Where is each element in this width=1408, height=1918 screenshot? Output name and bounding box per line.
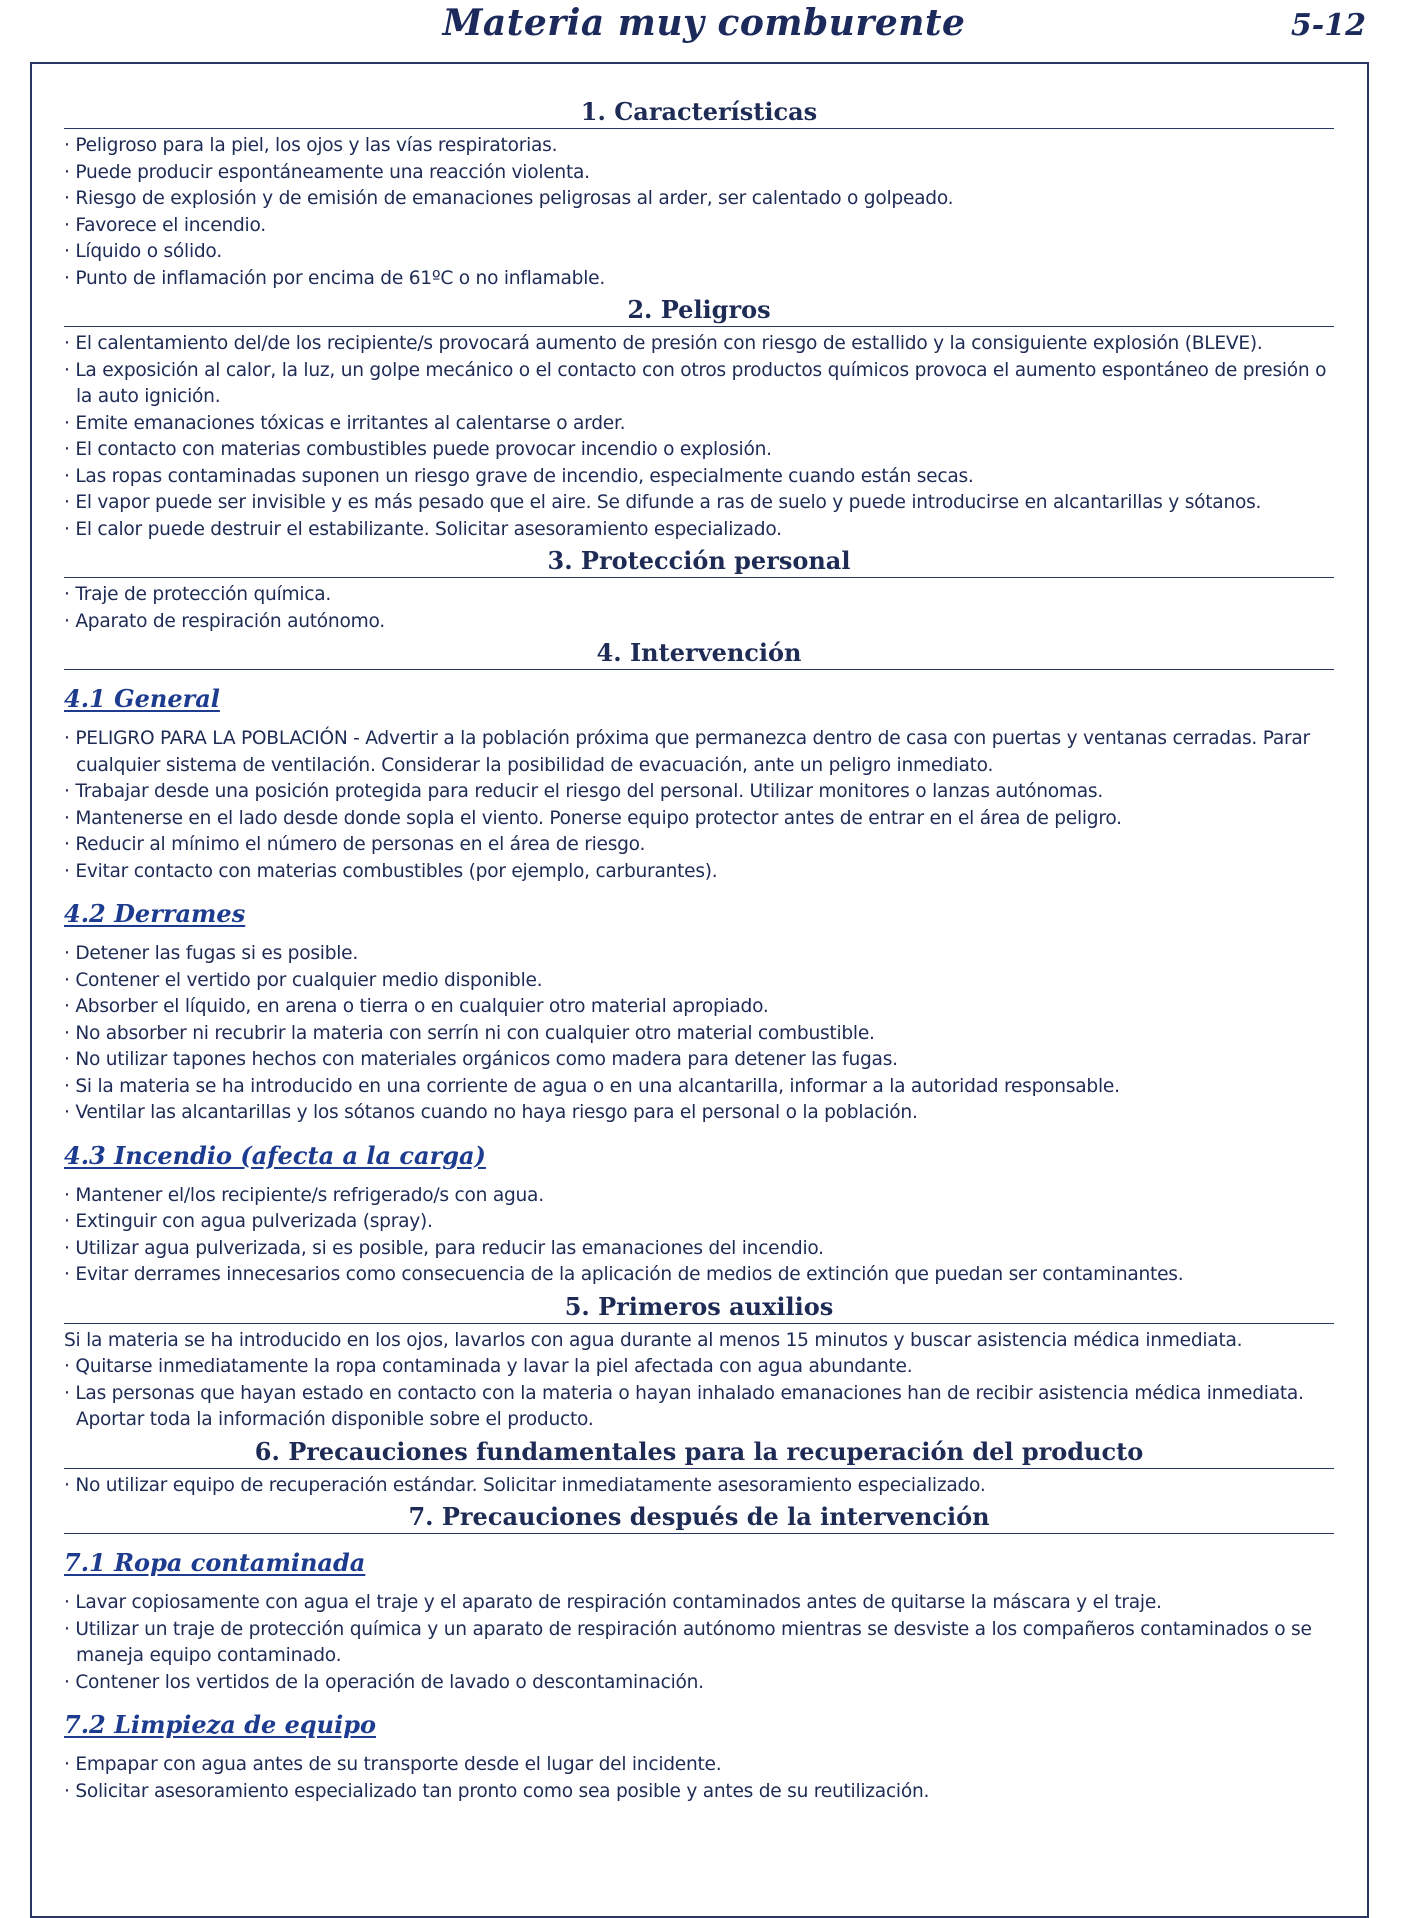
section-intro: Si la materia se ha introducido en los ojos, lavarlos con agua durante al menos 15 minutos y buscar asistencia médica inmediata.: [64, 1329, 1243, 1351]
list-item: · Contener el vertido por cualquier medio disponible.: [64, 968, 1334, 995]
list-item: · Reducir al mínimo el número de personas en el área de riesgo.: [64, 832, 1334, 859]
list-item: · Empapar con agua antes de su transporte desde el lugar del incidente.: [64, 1752, 1334, 1779]
list-item: · Puede producir espontáneamente una reacción violenta.: [64, 160, 1334, 187]
list-item: · El vapor puede ser invisible y es más pesado que el aire. Se difunde a ras de suelo y puede introducirse en alcantarillas y sótanos.: [64, 490, 1334, 517]
list-item: · Riesgo de explosión y de emisión de emanaciones peligrosas al arder, ser calentado o golpeado.: [64, 186, 1334, 213]
list-item: · Las personas que hayan estado en contacto con la materia o hayan inhalado emanaciones han de recibir asistencia médica inmediata. Aportar toda la información disponible sobre el producto.: [64, 1381, 1334, 1434]
item-list: [64, 582, 1334, 635]
section-heading: 3. Protección personal: [64, 545, 1334, 578]
section-precauciones-recuperacion: [64, 1436, 1334, 1500]
list-item: · Mantenerse en el lado desde donde sopla el viento. Ponerse equipo protector antes de entrar en el área de peligro.: [64, 806, 1334, 833]
subsection-incendio: [64, 1141, 1334, 1289]
section-peligros: [64, 294, 1334, 543]
list-item: · Utilizar un traje de protección química y un aparato de respiración autónomo mientras se desviste a los compañeros contaminados o se maneja equipo contaminado.: [64, 1617, 1334, 1670]
list-item: · La exposición al calor, la luz, un golpe mecánico o el contacto con otros productos químicos provoca el aumento espontáneo de presión o la auto ignición.: [64, 358, 1334, 411]
section-precauciones-despues: [64, 1501, 1334, 1805]
item-list: [64, 941, 1334, 1127]
list-item: · El calor puede destruir el estabilizante. Solicitar asesoramiento especializado.: [64, 517, 1334, 544]
list-item: · Emite emanaciones tóxicas e irritantes al calentarse o arder.: [64, 411, 1334, 438]
subsection-heading: 4.3 Incendio (afecta a la carga): [64, 1140, 486, 1170]
item-list: [64, 1183, 1334, 1289]
list-item: · Utilizar agua pulverizada, si es posible, para reducir las emanaciones del incendio.: [64, 1236, 1334, 1263]
section-heading: 4. Intervención: [64, 637, 1334, 670]
section-proteccion-personal: [64, 545, 1334, 635]
section-heading: 1. Características: [64, 96, 1334, 129]
subsection-general: [64, 684, 1334, 885]
list-item: · Trabajar desde una posición protegida para reducir el riesgo del personal. Utilizar monitores o lanzas autónomas.: [64, 779, 1334, 806]
section-primeros-auxilios: [64, 1291, 1334, 1434]
list-item: · No utilizar equipo de recuperación estándar. Solicitar inmediatamente asesoramiento especializado.: [64, 1473, 1334, 1500]
list-item: · Contener los vertidos de la operación de lavado o descontaminación.: [64, 1670, 1334, 1697]
list-item: · Mantener el/los recipiente/s refrigerado/s con agua.: [64, 1183, 1334, 1210]
page-header: [0, 0, 1408, 58]
list-item: · El calentamiento del/de los recipiente/s provocará aumento de presión con riesgo de estallido y la consiguiente explosión (BLEVE).: [64, 331, 1334, 358]
list-item: · Peligroso para la piel, los ojos y las vías respiratorias.: [64, 133, 1334, 160]
page-title: Materia muy comburente: [442, 2, 966, 44]
list-item: · Evitar derrames innecesarios como consecuencia de la aplicación de medios de extinción que puedan ser contaminantes.: [64, 1262, 1334, 1289]
list-item: · Detener las fugas si es posible.: [64, 941, 1334, 968]
list-item: · El contacto con materias combustibles puede provocar incendio o explosión.: [64, 437, 1334, 464]
list-item: · Evitar contacto con materias combustibles (por ejemplo, carburantes).: [64, 859, 1334, 886]
list-item: · Extinguir con agua pulverizada (spray).: [64, 1209, 1334, 1236]
item-list: [64, 133, 1334, 292]
section-heading: 6. Precauciones fundamentales para la recuperación del producto: [64, 1436, 1334, 1469]
section-heading: 7. Precauciones después de la intervención: [64, 1501, 1334, 1534]
subsection-ropa-contaminada: [64, 1548, 1334, 1696]
item-list: [64, 1590, 1334, 1696]
list-item: · Ventilar las alcantarillas y los sótanos cuando no haya riesgo para el personal o la población.: [64, 1100, 1334, 1127]
item-list: [64, 1752, 1334, 1805]
list-item: · No utilizar tapones hechos con materiales orgánicos como madera para detener las fugas.: [64, 1047, 1334, 1074]
list-item: · No absorber ni recubrir la materia con serrín ni con cualquier otro material combustible.: [64, 1021, 1334, 1048]
list-item: · Las ropas contaminadas suponen un riesgo grave de incendio, especialmente cuando están secas.: [64, 464, 1334, 491]
section-heading: 5. Primeros auxilios: [64, 1291, 1334, 1324]
subsection-heading: 7.1 Ropa contaminada: [64, 1548, 366, 1577]
subsection-heading: 4.1 General: [64, 684, 220, 713]
document-body: [64, 96, 1334, 1807]
list-item: · Absorber el líquido, en arena o tierra o en cualquier otro material apropiado.: [64, 994, 1334, 1021]
list-item: · Punto de inflamación por encima de 61ºC o no inflamable.: [64, 266, 1334, 293]
section-caracteristicas: [64, 96, 1334, 292]
page-number: 5-12: [1290, 8, 1366, 43]
item-list: [64, 726, 1334, 885]
item-list: [64, 1354, 1334, 1434]
list-item: · Solicitar asesoramiento especializado tan pronto como sea posible y antes de su reutilización.: [64, 1779, 1334, 1806]
item-list: [64, 1473, 1334, 1500]
list-item: · Favorece el incendio.: [64, 213, 1334, 240]
list-item: · Si la materia se ha introducido en una corriente de agua o en una alcantarilla, informar a la autoridad responsable.: [64, 1074, 1334, 1101]
list-item: · Quitarse inmediatamente la ropa contaminada y lavar la piel afectada con agua abundante.: [64, 1354, 1334, 1381]
list-item: · PELIGRO PARA LA POBLACIÓN - Advertir a la población próxima que permanezca dentro de casa con puertas y ventanas cerradas. Parar cualquier sistema de ventilación. Considerar la posibilidad de evacuación, ante un peligro inmediato.: [64, 726, 1334, 779]
subsection-limpieza-equipo: [64, 1710, 1334, 1805]
subsection-derrames: [64, 899, 1334, 1127]
section-intervencion: [64, 637, 1334, 1289]
subsection-heading: 7.2 Limpieza de equipo: [64, 1710, 377, 1739]
list-item: · Aparato de respiración autónomo.: [64, 609, 1334, 636]
list-item: · Lavar copiosamente con agua el traje y el aparato de respiración contaminados antes de quitarse la máscara y el traje.: [64, 1590, 1334, 1617]
list-item: · Líquido o sólido.: [64, 239, 1334, 266]
section-heading: 2. Peligros: [64, 294, 1334, 327]
item-list: [64, 331, 1334, 543]
list-item: · Traje de protección química.: [64, 582, 1334, 609]
subsection-heading: 4.2 Derrames: [64, 899, 246, 928]
